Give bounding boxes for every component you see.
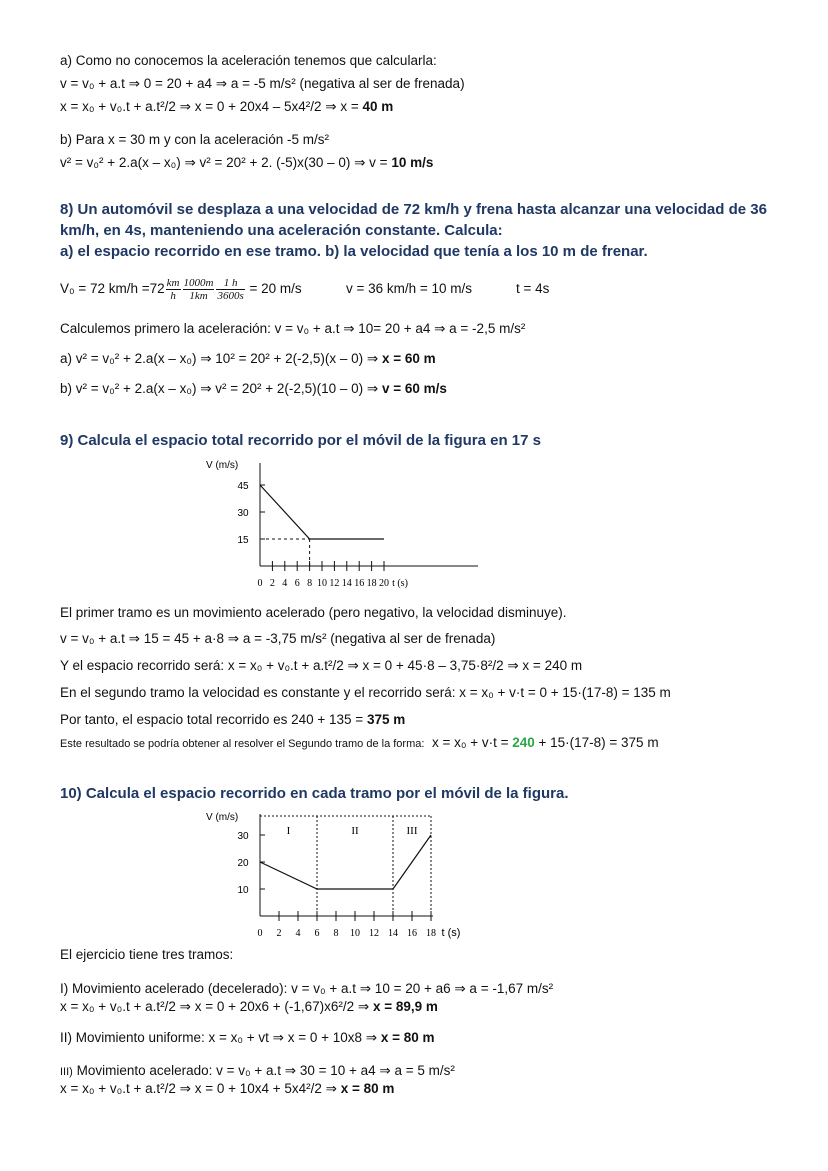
ex9-p2: v = v₀ + a.t ⇒ 15 = 45 + a·8 ⇒ a = -3,75 m/s² (negativa al ser de frenada) [60,631,496,646]
ex10-iii-result: x = 80 m [340,1081,395,1096]
ex8-a-result: x = 60 m [381,351,436,366]
x-tick-label: 8 [307,578,313,589]
x-axis-label: t (s) [392,578,408,589]
ex8-title-line3: a) el espacio recorrido en ese tramo. b) la velocidad que tenía a los 10 m de frenar. [60,243,648,260]
ex10-velocity-chart [200,806,480,946]
part-a-eq2-text: x = x₀ + v₀.t + a.t²/2 ⇒ x = 0 + 20x4 – 5x4²/2 ⇒ x = [60,99,363,114]
ex8-b-text: b) v² = v₀² + 2.a(x – x₀) ⇒ v² = 20² + 2(-2,5)(10 – 0) ⇒ [60,381,382,396]
ex10-i-text: x = x₀ + v₀.t + a.t²/2 ⇒ x = 0 + 20x6 + (-1,67)x6²/2 ⇒ [60,999,373,1014]
x-tick-label: 12 [369,928,379,939]
y-axis-label: V (m/s) [206,812,239,823]
ex8-accel: Calculemos primero la aceleración: v = v₀ + a.t ⇒ 10= 20 + a4 ⇒ a = -2,5 m/s² [60,321,526,336]
ex9-p6 [60,734,659,753]
part-a-result: 40 m [362,99,394,114]
part-a-eq2 [60,98,393,116]
x-tick-label: 0 [257,928,263,939]
y-tick-label: 45 [237,481,249,492]
ex10-intro: El ejercicio tiene tres tramos: [60,947,234,962]
y-tick-label: 20 [237,858,249,869]
ex9-p6-eq-end: + 15·(17-8) = 375 m [534,735,659,750]
ex10-ii-line [60,1029,435,1047]
ex8-title-line1: 8) Un automóvil se desplaza a una velocidad de 72 km/h y frena hasta alcanzar una velocidad de 36 [60,201,767,218]
x-tick-label: 18 [426,928,436,939]
velocity-series-line [260,485,384,539]
y-tick-label: 10 [237,885,249,896]
ex8-frac-kmh [166,277,181,302]
velocity-series-line [260,835,431,889]
ex10-i-line1: I) Movimiento acelerado (decelerado): v = v₀ + a.t ⇒ 10 = 20 + a6 ⇒ a = -1,67 m/s² [60,981,554,996]
y-tick-label: 15 [237,535,249,546]
y-tick-label: 30 [237,831,249,842]
ex8-conv-pre: V₀ = 72 km/h =72 [60,281,165,296]
ex9-p6-eq: x = x₀ + v·t = [431,735,513,750]
ex8-conv-post: = 20 m/s [249,281,302,296]
frac-den: 3600s [217,289,244,302]
x-tick-label: 14 [341,578,352,589]
x-tick-label: 10 [317,578,327,589]
ex9-p5-text: Por tanto, el espacio total recorrido es 240 + 135 = [60,712,367,727]
ex8-answer-a [60,350,436,368]
x-tick-label: 8 [333,928,339,939]
y-tick-label: 30 [237,508,249,519]
x-tick-label: 6 [314,928,320,939]
x-tick-label: 16 [407,928,417,939]
ex8-conversion [60,276,302,302]
frac-num: 1 h [216,277,244,290]
x-tick-label: 4 [295,928,301,939]
ex10-i-line2 [60,998,438,1016]
section-label: I [286,825,291,837]
frac-num: km [166,276,180,289]
x-tick-label: 2 [269,578,275,589]
part-b-eq-text: v² = v₀² + 2.a(x – x₀) ⇒ v² = 20² + 2. (-5)x(30 – 0) ⇒ v = [60,155,392,170]
ex8-frac-m-km [183,277,215,302]
ex9-velocity-chart [200,455,500,595]
x-tick-label: 10 [350,928,360,939]
ex10-title: 10) Calcula el espacio recorrido en cada tramo por el móvil de la figura. [60,785,569,802]
x-tick-label: 4 [282,578,288,589]
x-tick-label: 0 [257,578,263,589]
ex8-title-line2: km/h, en 4s, manteniendo una aceleración constante. Calcula: [60,222,503,239]
part-b-intro: b) Para x = 30 m y con la aceleración -5 m/s² [60,132,329,147]
part-a-eq1: v = v₀ + a.t ⇒ 0 = 20 + a4 ⇒ a = -5 m/s² (negativa al ser de frenada) [60,76,465,91]
x-tick-label: 16 [354,578,365,589]
x-tick-label: 20 [379,578,389,589]
ex9-p3: Y el espacio recorrido será: x = x₀ + v₀.t + a.t²/2 ⇒ x = 0 + 45·8 – 3,75·8²/2 ⇒ x = 240 m [60,658,583,673]
ex8-answer-b [60,380,447,398]
ex10-ii-text: II) Movimiento uniforme: x = x₀ + vt ⇒ x = 0 + 10x8 ⇒ [60,1030,381,1045]
y-axis-label: V (m/s) [206,460,239,471]
x-tick-label: 2 [276,928,282,939]
ex9-p6-note: Este resultado se podría obtener al resolver el Segundo tramo de la forma: [60,738,425,750]
ex8-a-text: a) v² = v₀² + 2.a(x – x₀) ⇒ 10² = 20² + 2(-2,5)(x – 0) ⇒ [60,351,382,366]
frac-num: 1000m [183,276,214,289]
x-tick-label: 14 [388,928,398,939]
ex8-frac-h-s [216,277,244,302]
ex10-iii-eq: x = x₀ + v₀.t + a.t²/2 ⇒ x = 0 + 10x4 + 5x4²/2 ⇒ [60,1081,341,1096]
ex10-iii-line1 [60,1062,455,1081]
ex9-p1: El primer tramo es un movimiento acelerado (pero negativo, la velocidad disminuye). [60,605,567,620]
x-tick-label: 18 [366,578,377,589]
ex10-ii-result: x = 80 m [380,1030,435,1045]
part-a-intro: a) Como no conocemos la aceleración tenemos que calcularla: [60,53,437,68]
part-b-result: 10 m/s [391,155,434,170]
ex8-time: t = 4s [516,281,550,296]
part-b-eq [60,154,433,172]
ex9-total-result: 375 m [366,712,406,727]
ex10-iii-line2 [60,1080,394,1098]
ex10-iii-label: III) [60,1066,73,1078]
ex9-title: 9) Calcula el espacio total recorrido por el móvil de la figura en 17 s [60,432,541,449]
section-label: II [351,825,359,837]
ex9-p6-highlight: 240 [512,735,535,750]
ex8-v-final: v = 36 km/h = 10 m/s [346,281,473,296]
frac-den: 1km [189,289,208,302]
frac-den: h [170,289,176,302]
ex8-b-result: v = 60 m/s [381,381,447,396]
ex10-iii-text: Movimiento acelerado: v = v₀ + a.t ⇒ 30 = 10 + a4 ⇒ a = 5 m/s² [72,1063,455,1078]
x-tick-label: 6 [294,578,300,589]
ex9-p4: En el segundo tramo la velocidad es constante y el recorrido será: x = x₀ + v·t = 0 + 15·(17-8) = 135 m [60,685,671,700]
section-label: III [406,825,418,837]
x-axis-label: t (s) [441,927,461,939]
ex9-p5 [60,711,405,729]
x-tick-label: 12 [329,578,340,589]
ex10-i-result: x = 89,9 m [372,999,438,1014]
